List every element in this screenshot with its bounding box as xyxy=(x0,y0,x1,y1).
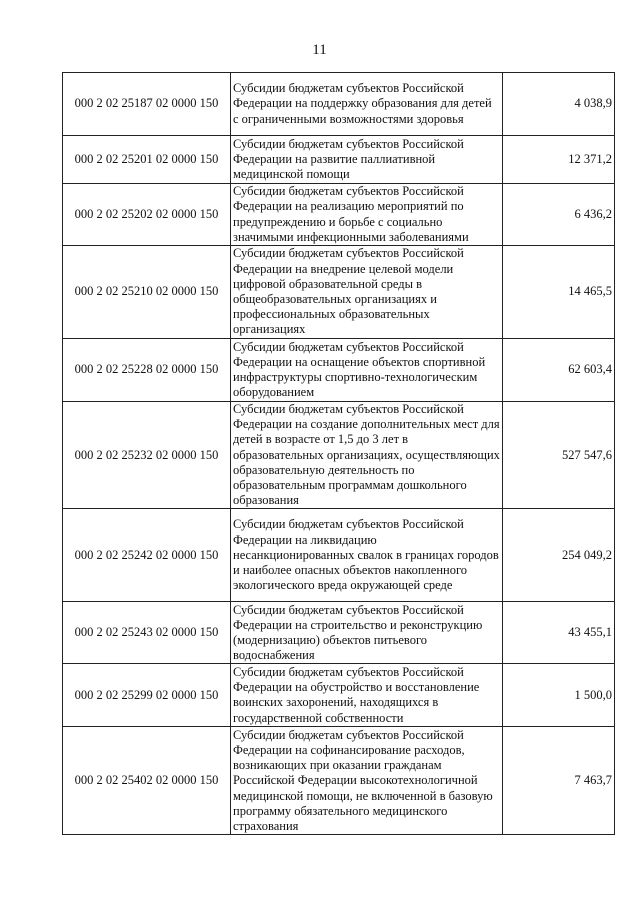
amount-cell: 527 547,6 xyxy=(503,402,615,509)
amount-cell: 62 603,4 xyxy=(503,339,615,402)
description-cell: Субсидии бюджетам субъектов Российской Федерации на обустройство и восстановление воинских захоронений, находящихся в государственной собственности xyxy=(231,664,503,727)
table-row xyxy=(63,509,615,602)
description-cell: Субсидии бюджетам субъектов Российской Федерации на поддержку образования для детей с ограниченными возможностями здоровья xyxy=(231,73,503,136)
budget-code-cell: 000 2 02 25201 02 0000 150 xyxy=(63,136,231,184)
description-cell: Субсидии бюджетам субъектов Российской Федерации на внедрение целевой модели цифровой образовательной среды в общеобразовательных организациях и профессиональных образовательных организациях xyxy=(231,246,503,339)
budget-code-cell: 000 2 02 25243 02 0000 150 xyxy=(63,602,231,664)
amount-cell: 6 436,2 xyxy=(503,184,615,246)
budget-code-cell: 000 2 02 25402 02 0000 150 xyxy=(63,727,231,835)
budget-code-cell: 000 2 02 25210 02 0000 150 xyxy=(63,246,231,339)
table-row xyxy=(63,136,615,184)
description-cell: Субсидии бюджетам субъектов Российской Федерации на оснащение объектов спортивной инфраструктуры спортивно-технологическим оборудованием xyxy=(231,339,503,402)
table-row xyxy=(63,73,615,136)
page-number: 11 xyxy=(312,42,327,58)
table-row xyxy=(63,339,615,402)
amount-cell: 254 049,2 xyxy=(503,509,615,602)
description-cell: Субсидии бюджетам субъектов Российской Федерации на реализацию мероприятий по предупреждению и борьбе с социально значимыми инфекционными заболеваниями xyxy=(231,184,503,246)
table-row xyxy=(63,184,615,246)
amount-cell: 14 465,5 xyxy=(503,246,615,339)
budget-table xyxy=(62,72,615,835)
table-row xyxy=(63,664,615,727)
table-row xyxy=(63,246,615,339)
description-cell: Субсидии бюджетам субъектов Российской Федерации на ликвидацию несанкционированных свалок в границах городов и наиболее опасных объектов накопленного экологического вреда окружающей среде xyxy=(231,509,503,602)
description-cell: Субсидии бюджетам субъектов Российской Федерации на софинансирование расходов, возникающих при оказании гражданам Российской Федерации высокотехнологичной медицинской помощи, не включенной в базовую программу обязательного медицинского страхования xyxy=(231,727,503,835)
amount-cell: 4 038,9 xyxy=(503,73,615,136)
budget-code-cell: 000 2 02 25228 02 0000 150 xyxy=(63,339,231,402)
description-cell: Субсидии бюджетам субъектов Российской Федерации на развитие паллиативной медицинской помощи xyxy=(231,136,503,184)
budget-code-cell: 000 2 02 25242 02 0000 150 xyxy=(63,509,231,602)
amount-cell: 7 463,7 xyxy=(503,727,615,835)
table-row xyxy=(63,727,615,835)
budget-code-cell: 000 2 02 25187 02 0000 150 xyxy=(63,73,231,136)
description-cell: Субсидии бюджетам субъектов Российской Федерации на создание дополнительных мест для детей в возрасте от 1,5 до 3 лет в образовательных организациях, осуществляющих образовательную деятельность по образовательным программам дошкольного образования xyxy=(231,402,503,509)
budget-code-cell: 000 2 02 25232 02 0000 150 xyxy=(63,402,231,509)
table-row xyxy=(63,602,615,664)
budget-code-cell: 000 2 02 25202 02 0000 150 xyxy=(63,184,231,246)
budget-code-cell: 000 2 02 25299 02 0000 150 xyxy=(63,664,231,727)
amount-cell: 12 371,2 xyxy=(503,136,615,184)
amount-cell: 43 455,1 xyxy=(503,602,615,664)
description-cell: Субсидии бюджетам субъектов Российской Федерации на строительство и реконструкцию (модернизацию) объектов питьевого водоснабжения xyxy=(231,602,503,664)
table-row xyxy=(63,402,615,509)
amount-cell: 1 500,0 xyxy=(503,664,615,727)
